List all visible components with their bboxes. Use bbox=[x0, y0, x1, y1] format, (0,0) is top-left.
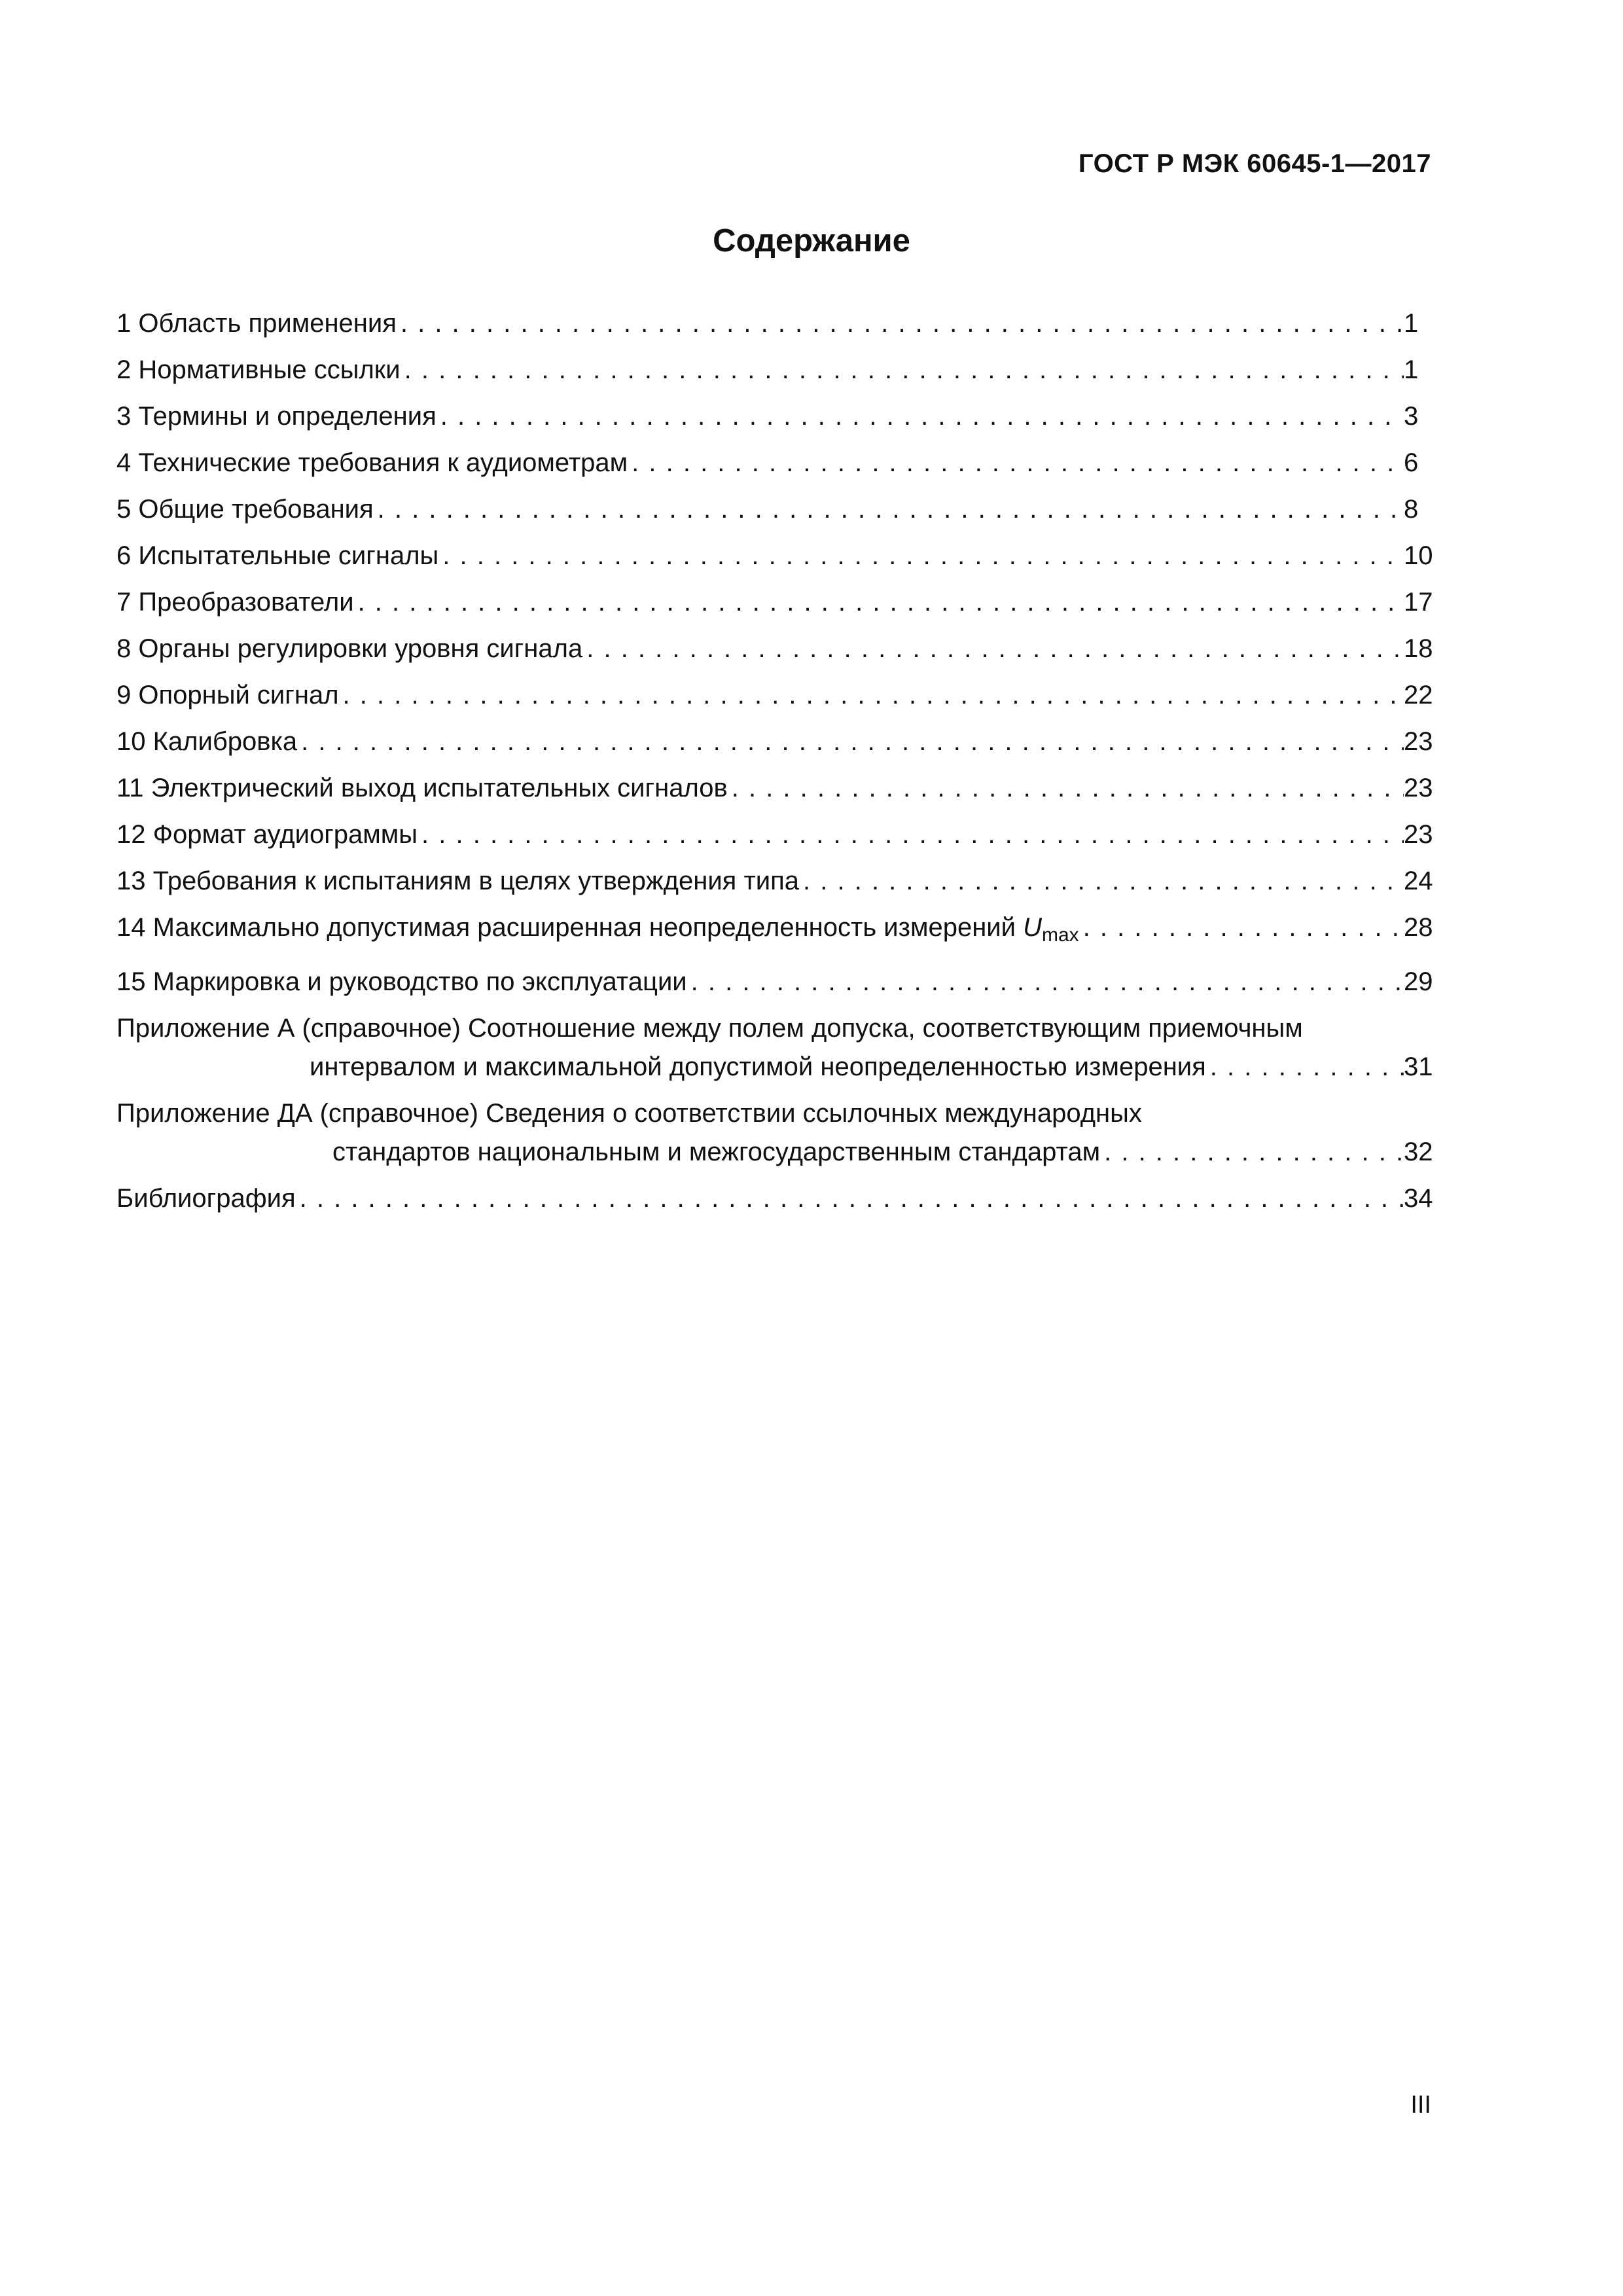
toc-entry-page: 32 bbox=[1404, 1138, 1433, 1166]
toc-entry-label: 3 Термины и определения bbox=[116, 402, 437, 431]
uncertainty-subscript: max bbox=[1042, 924, 1079, 946]
toc-entry-13[interactable] bbox=[116, 865, 1435, 897]
dot-leader bbox=[691, 966, 1404, 997]
table-of-contents bbox=[116, 308, 1435, 1229]
toc-entry-page: 8 bbox=[1404, 495, 1419, 524]
toc-entry-label: 5 Общие требования bbox=[116, 495, 374, 524]
dot-leader bbox=[1104, 1136, 1404, 1168]
toc-annex-a[interactable] bbox=[116, 1013, 1435, 1083]
dot-leader bbox=[421, 819, 1404, 850]
toc-entry-10[interactable] bbox=[116, 726, 1435, 757]
toc-entry-label: 7 Преобразователи bbox=[116, 588, 354, 617]
toc-entry-label: 10 Калибровка bbox=[116, 727, 298, 756]
toc-entry-9[interactable] bbox=[116, 679, 1435, 711]
dot-leader bbox=[404, 354, 1404, 386]
dot-leader bbox=[301, 726, 1404, 757]
dot-leader bbox=[803, 865, 1404, 897]
dot-leader bbox=[378, 493, 1404, 525]
toc-entry-7[interactable] bbox=[116, 586, 1435, 618]
toc-entry-page: 24 bbox=[1404, 867, 1433, 895]
toc-entry-14[interactable] bbox=[116, 912, 1435, 951]
toc-annex-label: Приложение ДА (справочное) Сведения о соответствии ссылочных международных bbox=[116, 1099, 1142, 1128]
toc-entry-label: 4 Технические требования к аудиометрам bbox=[116, 448, 628, 477]
toc-entry-page: 17 bbox=[1404, 588, 1433, 617]
toc-entry-label: 9 Опорный сигнал bbox=[116, 681, 339, 709]
dot-leader bbox=[732, 772, 1404, 804]
toc-entry-2[interactable] bbox=[116, 354, 1435, 386]
toc-entry-page: 3 bbox=[1404, 402, 1419, 431]
dot-leader bbox=[440, 401, 1404, 432]
toc-entry-11[interactable] bbox=[116, 772, 1435, 804]
toc-entry-8[interactable] bbox=[116, 633, 1435, 664]
dot-leader bbox=[1210, 1051, 1404, 1083]
toc-entry-label: 1 Область применения bbox=[116, 309, 397, 338]
toc-entry-5[interactable] bbox=[116, 493, 1435, 525]
dot-leader bbox=[442, 540, 1404, 571]
toc-entry-page: 10 bbox=[1404, 541, 1433, 570]
toc-entry-page: 34 bbox=[1404, 1184, 1433, 1213]
document-code: ГОСТ Р МЭК 60645-1—2017 bbox=[1078, 149, 1431, 178]
dot-leader bbox=[1083, 912, 1404, 943]
toc-entry-page: 6 bbox=[1404, 448, 1419, 477]
toc-annex-label-cont: интервалом и максимальной допустимой неопределенностью измерения bbox=[310, 1052, 1206, 1081]
toc-entry-15[interactable] bbox=[116, 966, 1435, 997]
toc-entry-label: 6 Испытательные сигналы bbox=[116, 541, 439, 570]
toc-entry-page: 31 bbox=[1404, 1052, 1433, 1081]
toc-entry-label: 11 Электрический выход испытательных сигналов bbox=[116, 774, 728, 802]
dot-leader bbox=[401, 308, 1404, 339]
toc-entry-6[interactable] bbox=[116, 540, 1435, 571]
toc-bibliography[interactable] bbox=[116, 1183, 1435, 1214]
toc-entry-page: 23 bbox=[1404, 820, 1433, 849]
toc-entry-label: 12 Формат аудиограммы bbox=[116, 820, 418, 849]
toc-entry-page: 1 bbox=[1404, 355, 1419, 384]
toc-annex-label-cont: стандартов национальным и межгосударственным стандартам bbox=[332, 1138, 1101, 1166]
dot-leader bbox=[343, 679, 1404, 711]
dot-leader bbox=[586, 633, 1404, 664]
toc-entry-4[interactable] bbox=[116, 447, 1435, 478]
toc-entry-label: 8 Органы регулировки уровня сигнала bbox=[116, 634, 583, 663]
page-title: Содержание bbox=[713, 223, 910, 259]
toc-entry-page: 29 bbox=[1404, 967, 1433, 996]
dot-leader bbox=[300, 1183, 1404, 1214]
toc-entry-label bbox=[116, 912, 1079, 951]
dot-leader bbox=[358, 586, 1404, 618]
dot-leader bbox=[632, 447, 1404, 478]
toc-entry-page: 23 bbox=[1404, 727, 1433, 756]
toc-entry-page: 18 bbox=[1404, 634, 1433, 663]
toc-entry-3[interactable] bbox=[116, 401, 1435, 432]
toc-entry-label: 13 Требования к испытаниям в целях утверждения типа bbox=[116, 867, 800, 895]
toc-entry-label: 15 Маркировка и руководство по эксплуатации bbox=[116, 967, 687, 996]
uncertainty-symbol: U bbox=[1023, 913, 1042, 942]
toc-entry-page: 22 bbox=[1404, 681, 1433, 709]
page-number: III bbox=[1410, 2091, 1431, 2119]
toc-entry-page: 23 bbox=[1404, 774, 1433, 802]
toc-entry-page: 1 bbox=[1404, 309, 1419, 338]
toc-entry-1[interactable] bbox=[116, 308, 1435, 339]
toc-annex-label: Приложение А (справочное) Соотношение между полем допуска, соответствующим приемочным bbox=[116, 1014, 1303, 1043]
toc-entry-label: 2 Нормативные ссылки bbox=[116, 355, 401, 384]
toc-entry-text: 14 Максимально допустимая расширенная неопределенность измерений bbox=[116, 913, 1016, 942]
toc-entry-label: Библиография bbox=[116, 1184, 296, 1213]
toc-entry-12[interactable] bbox=[116, 819, 1435, 850]
toc-annex-da[interactable] bbox=[116, 1098, 1435, 1168]
toc-entry-page: 28 bbox=[1404, 913, 1433, 942]
